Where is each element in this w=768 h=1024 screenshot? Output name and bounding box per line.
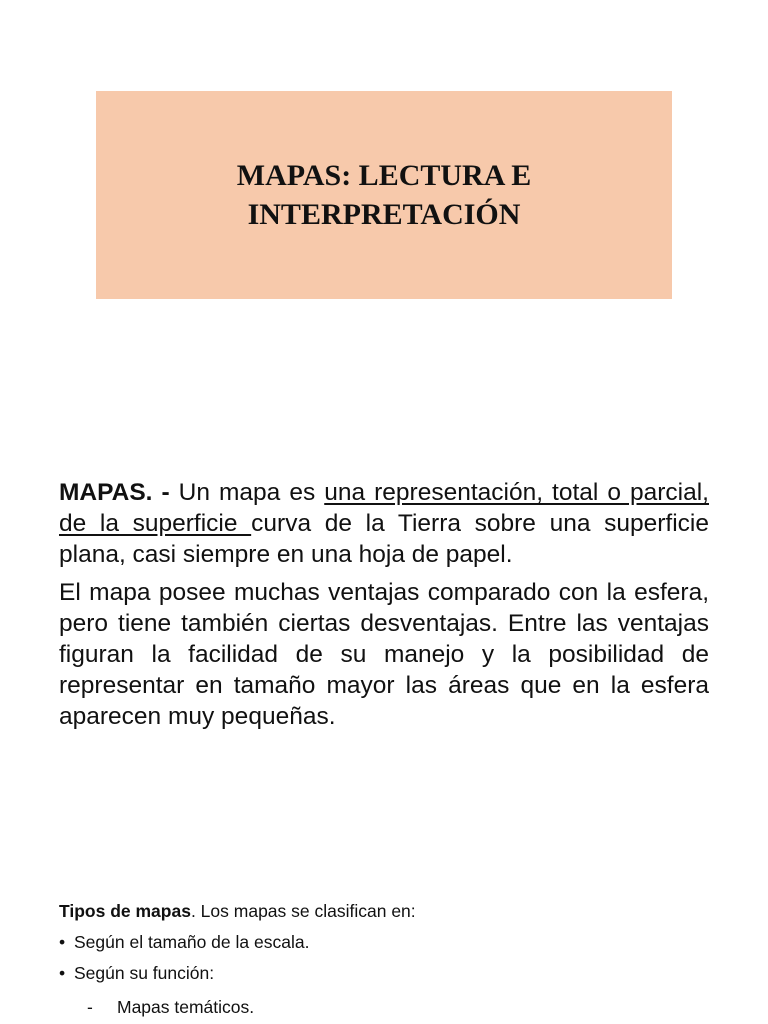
list-item (59, 927, 709, 958)
sub-list-item-label: Mapas temáticos. (117, 997, 255, 1017)
map-types-section (59, 896, 709, 1023)
dash-icon: - (87, 997, 93, 1017)
definition-paragraph (59, 477, 709, 570)
sub-list-item (59, 992, 709, 1023)
body-text (59, 477, 709, 739)
title-box (96, 91, 672, 299)
definition-term: MAPAS. - (59, 479, 170, 506)
bullet-icon: • (59, 963, 66, 983)
map-types-heading (59, 896, 709, 927)
definition-text-before: Un mapa es (169, 479, 325, 506)
title-line-1: MAPAS: LECTURA E (236, 159, 532, 192)
page-title (237, 156, 531, 234)
map-types-heading-bold: Tipos de mapas (59, 901, 191, 921)
list-item-label: Según su función: (74, 963, 215, 983)
bullet-icon: • (59, 932, 66, 952)
list-item-label: Según el tamaño de la escala. (74, 932, 310, 952)
map-types-heading-rest: . Los mapas se clasifican en: (190, 901, 416, 921)
list-item (59, 958, 709, 989)
title-line-2: INTERPRETACIÓN (247, 198, 521, 231)
definition-text-after: curva de la Tierra sobre una superficie plana, casi siempre en una hoja de papel. (59, 510, 709, 568)
advantages-paragraph: El mapa posee muchas ventajas comparado con la esfera, pero tiene también ciertas desventajas. Entre las ventajas figuran la facilidad de su manejo y la posibilidad de representar en tamaño mayor las áreas que en la esfera aparecen muy pequeñas. (59, 579, 709, 730)
definition-underlined: una representación, total o parcial, de la superficie (59, 479, 709, 537)
